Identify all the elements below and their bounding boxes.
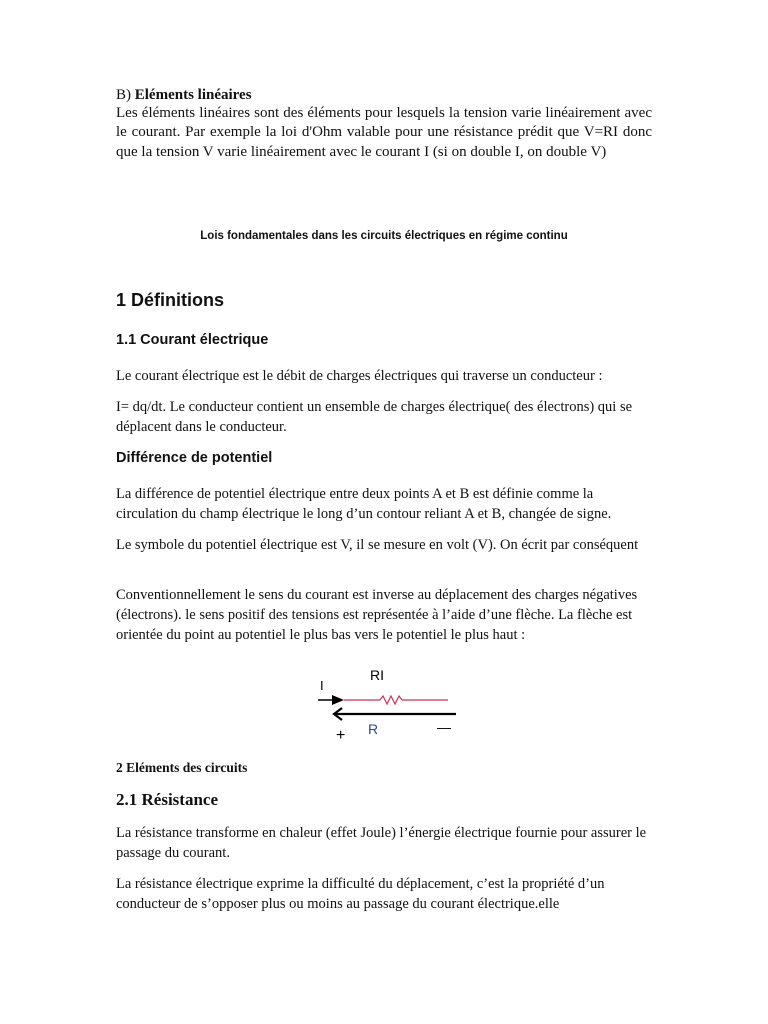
section-b-heading xyxy=(116,86,252,105)
paragraph-courant-1: Le courant électrique est le débit de charges électriques qui traverse un conducteur : xyxy=(116,368,603,384)
section-b-paragraph: Les éléments linéaires sont des éléments pour lesquels la tension varie linéairement avec le courant. Par exemple la loi d'Ohm valable pour une résistance prédit que V=RI donc que la tension V varie linéairement avec le courant I (si on double I, on double V) xyxy=(116,105,652,160)
resistor-label: R xyxy=(368,721,379,737)
paragraph-potentiel-2: Le symbole du potentiel électrique est V, il se mesure en volt (V). On écrit par conséquent xyxy=(116,537,639,553)
paragraph-courant-2: I= dq/dt. Le conducteur contient un ensemble de charges électrique( des électrons) qui se déplacent dans le conducteur. xyxy=(116,399,633,435)
document-title: Lois fondamentales dans les circuits électriques en régime continu xyxy=(200,230,568,242)
current-arrow xyxy=(332,695,344,705)
voltage-label: RI xyxy=(370,667,384,683)
paragraph-resistance-2: La résistance électrique exprime la difficulté du déplacement, c’est la propriété d’un conducteur de s’opposer plus ou moins au passage du courant électrique.elle xyxy=(116,876,605,912)
heading-definitions: 1 Définitions xyxy=(116,290,225,310)
current-label: I xyxy=(320,678,324,693)
heading-resistance: 2.1 Résistance xyxy=(116,790,218,809)
minus-sign: — xyxy=(437,719,451,735)
resistor-zigzag xyxy=(380,696,402,704)
paragraph-potentiel-3: Conventionnellement le sens du courant est inverse au déplacement des charges négatives (électrons). le sens positif des tensions est représentée à l’aide d’une flèche. La flèche est orientée du point au potentiel le plus bas vers le potentiel le plus haut : xyxy=(116,587,638,643)
paragraph-resistance-1: La résistance transforme en chaleur (effet Joule) l’énergie électrique fournie pour assurer le passage du courant. xyxy=(116,825,647,861)
heading-elements-circuits: 2 Eléments des circuits xyxy=(116,760,248,775)
heading-courant-electrique: 1.1 Courant électrique xyxy=(116,332,269,348)
circuit-diagram xyxy=(310,662,470,742)
section-b-title: Eléments linéaires xyxy=(134,87,252,103)
paragraph-potentiel-1: La différence de potentiel électrique entre deux points A et B est définie comme la circulation du champ électrique le long d’un contour reliant A et B, changée de signe. xyxy=(116,486,612,522)
heading-difference-potentiel: Différence de potentiel xyxy=(116,450,273,466)
plus-sign: + xyxy=(336,727,346,742)
section-b-prefix: B) xyxy=(116,87,135,103)
